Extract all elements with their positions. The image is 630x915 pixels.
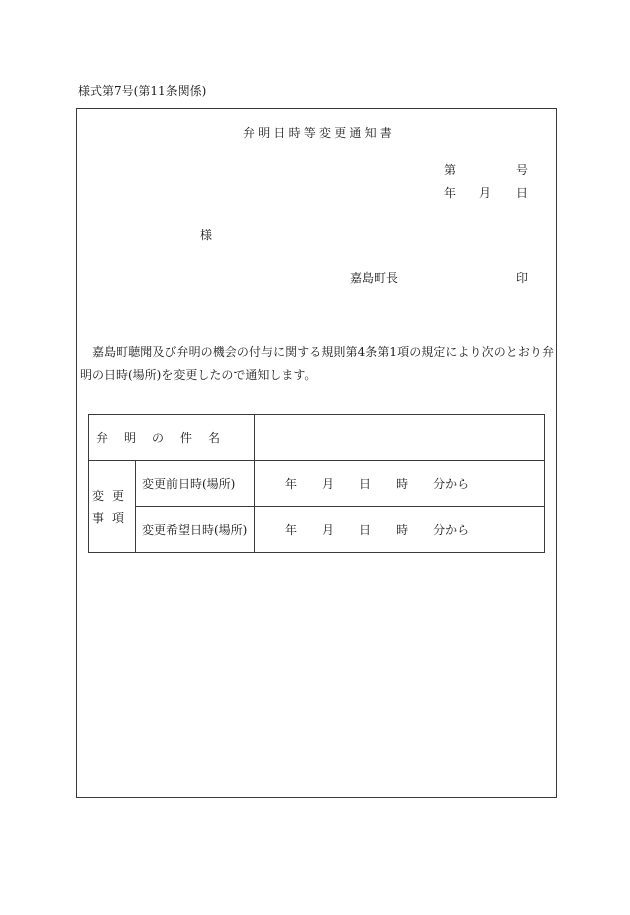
before-hour: 時 — [396, 477, 409, 491]
document-title: 弁明日時等変更通知書 — [243, 126, 396, 140]
addressee-honorific: 様 — [200, 228, 213, 242]
change-label-line1: 変更 — [91, 488, 132, 503]
table-row-before — [89, 461, 545, 507]
doc-number-prefix: 第 — [444, 163, 457, 177]
seal-mark: 印 — [516, 271, 529, 285]
table-row-after — [89, 507, 545, 553]
requested-day: 日 — [359, 523, 372, 537]
requested-hour: 時 — [396, 523, 409, 537]
date-day: 日 — [516, 186, 529, 200]
case-value — [255, 415, 545, 461]
table-row-case — [89, 415, 545, 461]
change-label-line2: 事項 — [91, 510, 132, 525]
case-label: 弁明の件名 — [89, 415, 255, 461]
before-datetime-label: 変更前日時(場所) — [136, 461, 255, 507]
requested-minute: 分から — [433, 523, 470, 537]
requested-datetime-label: 変更希望日時(場所) — [136, 507, 255, 553]
info-table — [88, 414, 545, 553]
requested-year: 年 — [285, 523, 298, 537]
date-year: 年 — [444, 186, 457, 200]
form-number-label: 様式第7号(第11条関係) — [78, 84, 207, 98]
before-day: 日 — [359, 477, 372, 491]
doc-number-suffix: 号 — [516, 163, 529, 177]
body-paragraph: 嘉島町聴聞及び弁明の機会の付与に関する規則第4条第1項の規定により次のとおり弁明の日時(場所)を変更したので通知します。 — [80, 345, 554, 382]
requested-month: 月 — [322, 523, 335, 537]
before-minute: 分から — [433, 477, 470, 491]
requested-datetime-value — [255, 507, 545, 553]
change-items-label — [89, 461, 136, 553]
before-year: 年 — [285, 477, 298, 491]
date-month: 月 — [479, 186, 492, 200]
sender-name: 嘉島町長 — [350, 271, 399, 285]
before-month: 月 — [322, 477, 335, 491]
before-datetime-value — [255, 461, 545, 507]
